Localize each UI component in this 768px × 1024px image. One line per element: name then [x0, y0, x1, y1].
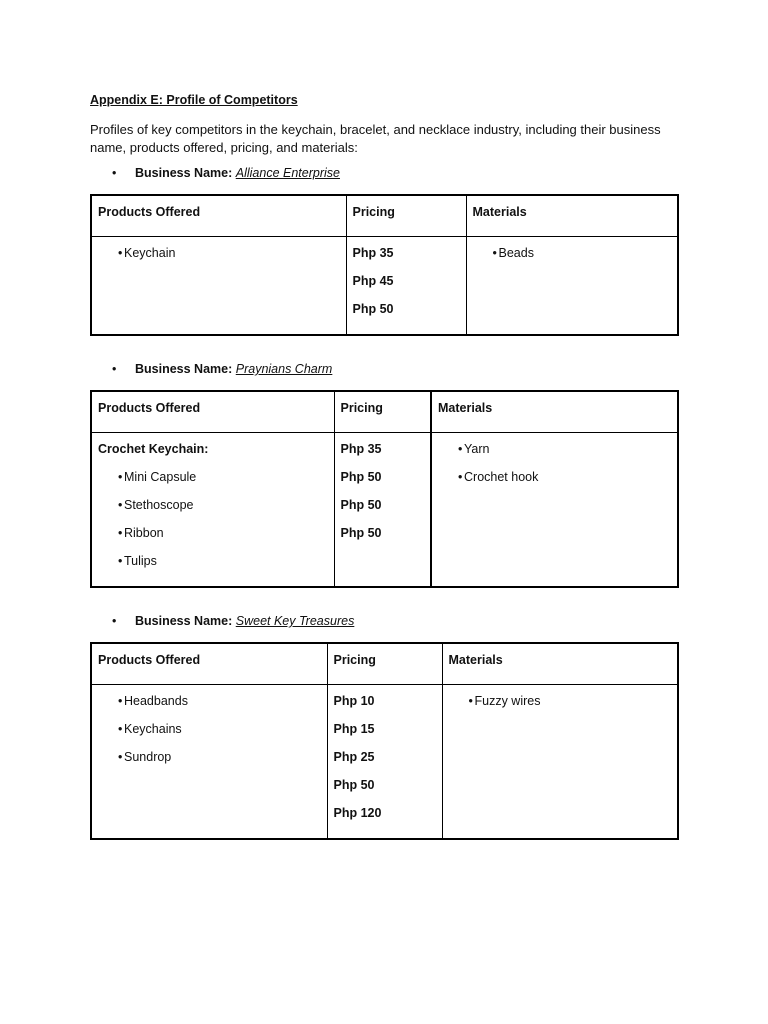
business-name: Sweet Key Treasures — [235, 614, 355, 628]
price-value: Php 35 — [340, 441, 382, 456]
column-header-pricing: Pricing — [327, 643, 442, 684]
pricing-cell — [346, 236, 466, 335]
price-value: Php 25 — [333, 749, 375, 764]
price-value: Php 50 — [352, 301, 394, 316]
products-cell — [91, 684, 327, 839]
business-name: Praynians Charm — [235, 362, 333, 376]
pricing-cell — [334, 432, 431, 587]
business-name-line — [112, 166, 340, 180]
table-row — [91, 236, 678, 335]
product-item: • Keychains — [98, 720, 321, 748]
material-item: • Beads — [473, 244, 672, 272]
column-header-materials: Materials — [466, 195, 678, 236]
price-value: Php 15 — [333, 721, 375, 736]
products-cell — [91, 236, 346, 335]
competitor-table — [90, 390, 679, 588]
intro-paragraph: Profiles of key competitors in the keychain, bracelet, and necklace industry, including their business name, products offered, pricing, and materials: — [90, 122, 661, 155]
column-header-products: Products Offered — [91, 643, 327, 684]
table-header-row — [91, 195, 678, 236]
products-cell — [91, 432, 334, 587]
price-value: Php 35 — [352, 245, 394, 260]
price-value: Php 50 — [340, 497, 382, 512]
column-header-products: Products Offered — [91, 391, 334, 432]
bullet-icon: • — [112, 614, 117, 628]
business-name-line — [112, 362, 332, 376]
material-item: • Yarn — [438, 440, 671, 468]
materials-cell — [431, 432, 678, 587]
appendix-heading: Appendix E: Profile of Competitors — [90, 93, 298, 107]
product-item: • Tulips — [98, 552, 328, 580]
product-item: • Mini Capsule — [98, 468, 328, 496]
price-value: Php 45 — [352, 273, 394, 288]
business-name-label: Business Name: — [135, 614, 233, 628]
product-item: • Ribbon — [98, 524, 328, 552]
price-value: Php 120 — [333, 805, 382, 820]
column-header-materials: Materials — [442, 643, 678, 684]
material-item: • Fuzzy wires — [449, 692, 672, 720]
table-row — [91, 684, 678, 839]
product-item: • Headbands — [98, 692, 321, 720]
price-value: Php 50 — [333, 777, 375, 792]
materials-cell — [442, 684, 678, 839]
materials-cell — [466, 236, 678, 335]
product-item: • Sundrop — [98, 748, 321, 776]
business-name-label: Business Name: — [135, 362, 233, 376]
business-name-line — [112, 614, 354, 628]
pricing-cell — [327, 684, 442, 839]
product-item: • Stethoscope — [98, 496, 328, 524]
material-item: • Crochet hook — [438, 468, 671, 496]
column-header-pricing: Pricing — [334, 391, 431, 432]
bullet-icon: • — [112, 166, 117, 180]
product-item: • Keychain — [98, 244, 340, 272]
competitor-table — [90, 642, 679, 840]
price-value: Php 50 — [340, 525, 382, 540]
table-header-row — [91, 643, 678, 684]
product-group-label: Crochet Keychain: — [98, 441, 209, 456]
price-value: Php 10 — [333, 693, 375, 708]
business-name-label: Business Name: — [135, 166, 233, 180]
price-value: Php 50 — [340, 469, 382, 484]
competitor-table — [90, 194, 679, 336]
table-header-row — [91, 391, 678, 432]
business-name: Alliance Enterprise — [235, 166, 340, 180]
column-header-products: Products Offered — [91, 195, 346, 236]
table-row — [91, 432, 678, 587]
column-header-pricing: Pricing — [346, 195, 466, 236]
bullet-icon: • — [112, 362, 117, 376]
column-header-materials: Materials — [431, 391, 678, 432]
